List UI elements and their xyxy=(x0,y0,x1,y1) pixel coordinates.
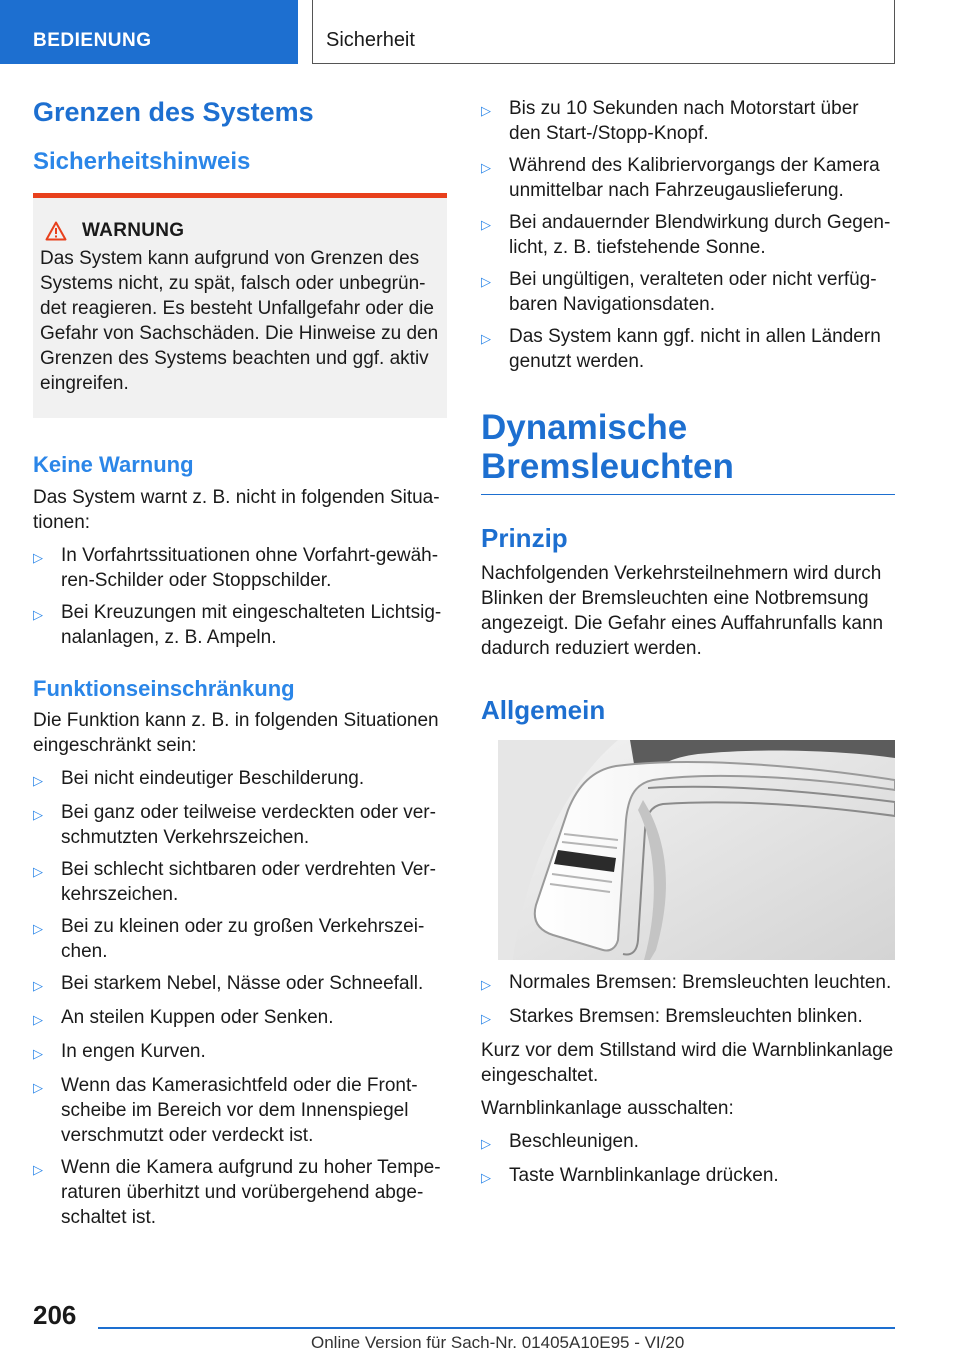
list-item: ▷ Während des Kalibriervorgangs der Kamera unmittelbar nach Fahrzeugauslieferung. xyxy=(481,155,880,201)
chapter-title: Dynamische Bremsleuchten xyxy=(481,408,895,495)
warning-box xyxy=(33,193,447,418)
triangle-right-icon: ▷ xyxy=(481,976,491,992)
triangle-right-icon: ▷ xyxy=(33,806,43,822)
triangle-right-icon: ▷ xyxy=(33,920,43,936)
hazard-off-intro: Warnblinkanlage ausschalten: xyxy=(481,1097,734,1119)
triangle-right-icon: ▷ xyxy=(481,274,491,289)
triangle-right-icon: ▷ xyxy=(33,863,43,879)
left-column xyxy=(33,96,447,1237)
no-warning-heading: Keine Warnung xyxy=(33,452,194,478)
triangle-right-icon: ▷ xyxy=(481,1169,491,1185)
list-item: ▷ Bei starkem Nebel, Nässe oder Schneefall. xyxy=(33,971,447,998)
list-item: ▷ Normales Bremsen: Bremsleuchten leuchten. xyxy=(481,970,895,997)
list-item: ▷ Bei schlecht sichtbaren oder verdrehten Verkehrszeichen. xyxy=(33,858,436,905)
list-item: ▷ Bei zu kleinen oder zu großen Verkehrszeichen. xyxy=(33,915,425,962)
principle-text: Nachfolgenden Verkehrsteilnehmern wird durch Blinken der Bremsleuchten eine Notbremsung angezeigt. Die Gefahr eines Auffahrunfalls kann dadurch reduziert werden. xyxy=(481,562,884,659)
triangle-right-icon: ▷ xyxy=(33,772,43,788)
list-item: ▷ Starkes Bremsen: Bremsleuchten blinken. xyxy=(481,1004,895,1031)
no-warning-intro: Das System warnt z. B. nicht in folgenden Situationen: xyxy=(33,486,440,533)
warning-label: WARNUNG xyxy=(82,220,185,242)
list-item: ▷ Taste Warnblinkanlage drücken. xyxy=(481,1163,895,1190)
list-item: ▷ Bei nicht eindeutiger Beschilderung. xyxy=(33,766,447,793)
brake-behavior-list xyxy=(481,970,895,1031)
warning-header xyxy=(40,220,439,242)
list-item: ▷ Bei ganz oder teilweise verdeckten oder verschmutzten Verkehrszeichen. xyxy=(33,801,436,848)
general-heading: Allgemein xyxy=(481,694,606,725)
footer-version-text: Online Version für Sach-Nr. 01405A10E95 - VI/20 xyxy=(311,1333,685,1352)
list-item: ▷ In Vorfahrtssituationen ohne Vorfahrt-gewähren-Schilder oder Stoppschilder. xyxy=(33,544,439,591)
triangle-right-icon: ▷ xyxy=(33,977,43,993)
hazard-off-list xyxy=(481,1129,895,1190)
page-number: 206 xyxy=(33,1300,77,1330)
section-title: Grenzen des Systems xyxy=(33,97,314,127)
triangle-right-icon: ▷ xyxy=(33,606,43,622)
triangle-right-icon: ▷ xyxy=(33,1161,43,1177)
triangle-right-icon: ▷ xyxy=(481,160,491,175)
limitation-heading: Funktionseinschränkung xyxy=(33,675,295,701)
triangle-right-icon: ▷ xyxy=(481,1135,491,1151)
hazard-info-text: Kurz vor dem Stillstand wird die Warnblinkanlage eingeschaltet. xyxy=(481,1039,894,1086)
list-item: ▷ Bis zu 10 Sekunden nach Motorstart über den Start-/Stopp-Knopf. xyxy=(481,98,859,144)
triangle-right-icon: ▷ xyxy=(481,217,491,232)
section-tab: BEDIENUNG xyxy=(0,0,298,64)
list-item: ▷ Beschleunigen. xyxy=(481,1129,895,1156)
warning-text: Das System kann aufgrund von Grenzen des Systems nicht, zu spät, falsch oder unbegründet reagieren. Es besteht Unfallgefahr oder die Gefahr von Sachschäden. Die Hinweise zu den Grenzen des Systems beachten und ggf. aktiv eingreifen. xyxy=(40,248,439,395)
triangle-right-icon: ▷ xyxy=(33,549,43,565)
limitation-list-continued xyxy=(481,96,895,374)
list-item: ▷ Wenn das Kamerasichtfeld oder die Frontscheibe im Bereich vor dem Innenspiegel verschmutzt oder verdeckt ist. xyxy=(33,1074,418,1146)
no-warning-list xyxy=(33,543,447,650)
topic-tab: Sicherheit xyxy=(312,0,895,64)
right-column xyxy=(481,96,895,1197)
principle-heading: Prinzip xyxy=(481,523,568,554)
triangle-right-icon: ▷ xyxy=(481,331,491,346)
triangle-right-icon: ▷ xyxy=(33,1045,43,1061)
triangle-right-icon: ▷ xyxy=(481,103,491,118)
list-item: ▷ Bei ungültigen, veralteten oder nicht verfügbaren Navigationsdaten. xyxy=(481,269,877,315)
list-item: ▷ An steilen Kuppen oder Senken. xyxy=(33,1005,447,1032)
safety-subtitle: Sicherheitshinweis xyxy=(33,148,251,176)
list-item: ▷ Wenn die Kamera aufgrund zu hoher Temperaturen überhitzt und vorübergehend abgeschaltet ist. xyxy=(33,1156,441,1228)
list-item: ▷ Das System kann ggf. nicht in allen Ländern genutzt werden. xyxy=(481,326,881,372)
list-item: ▷ Bei Kreuzungen mit eingeschalteten Lichtsignalanlagen, z. B. Ampeln. xyxy=(33,601,442,648)
warning-triangle-icon xyxy=(45,221,67,241)
triangle-right-icon: ▷ xyxy=(33,1079,43,1095)
list-item: ▷ Bei andauernder Blendwirkung durch Gegenlicht, z. B. tiefstehende Sonne. xyxy=(481,212,891,258)
triangle-right-icon: ▷ xyxy=(481,1010,491,1026)
triangle-right-icon: ▷ xyxy=(33,1011,43,1027)
footer-divider xyxy=(98,1327,895,1329)
limitation-list xyxy=(33,766,447,1230)
brake-light-illustration xyxy=(498,740,895,960)
limitation-intro: Die Funktion kann z. B. in folgenden Situationen eingeschränkt sein: xyxy=(33,709,439,756)
list-item: ▷ In engen Kurven. xyxy=(33,1039,447,1066)
